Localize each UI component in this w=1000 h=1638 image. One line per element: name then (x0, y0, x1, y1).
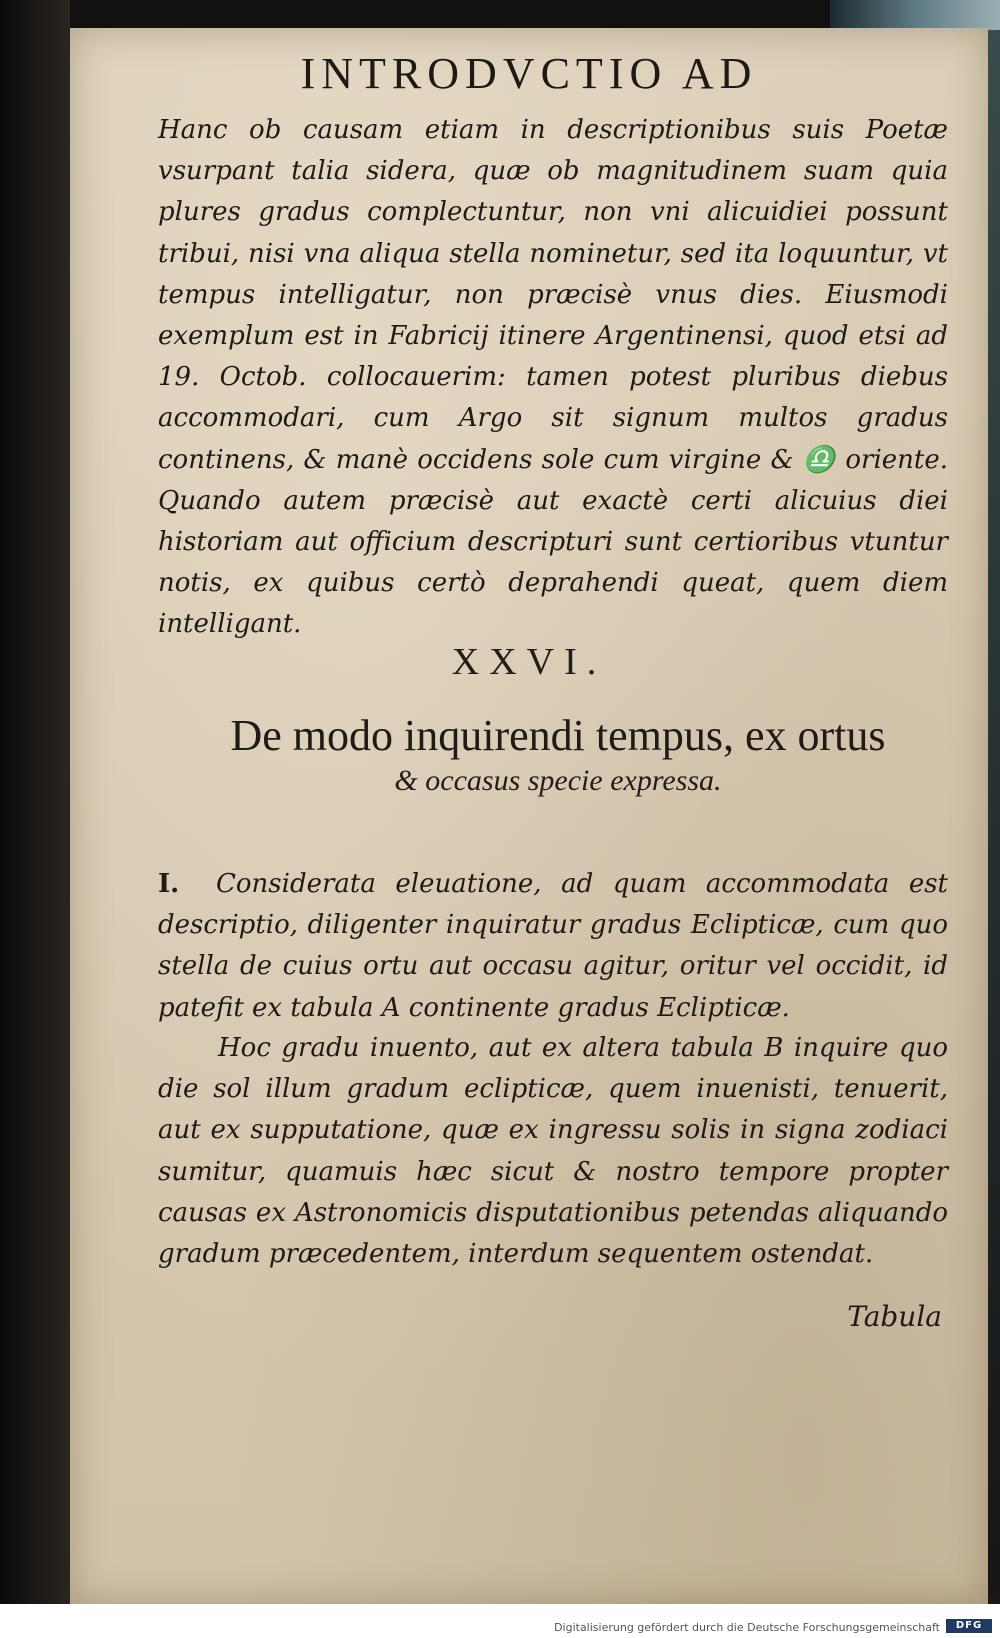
color-calibration-strip (830, 0, 1000, 30)
scan-background-left (0, 0, 70, 1638)
running-head: INTRODVCTIO AD (300, 49, 758, 98)
book-page (70, 28, 988, 1604)
chapter-number: XXVI. (451, 641, 607, 683)
catchword: Tabula (847, 1300, 942, 1333)
dfg-logo-icon: DFG (946, 1619, 992, 1633)
paragraph-2 (158, 864, 948, 1029)
chapter-title: De modo inquirendi tempus, ex ortus (230, 711, 886, 760)
paragraph-1: Hanc ob causam etiam in descriptionibus suis Poetæ vsurpant talia sidera, quæ ob magnitudinem suam quia plures gradus complectuntur, non vni alicuidiei possunt tribui, nisi vna aliqua stella nominetur, sed ita loquuntur, vt tempus intelligatur, non præcisè vnus dies. Eiusmodi exemplum est in Fabricij itinere Argentinensi, quod etsi ad 19. Octob. collocauerim: tamen potest pluribus diebus accommodari, cum Argo sit signum multos gradus continens, & manè occidens sole cum virgine & ♎ oriente. Quando autem præcisè aut exactè certi alicuius diei historiam aut officium descripturi sunt certioribus vtuntur notis, ex quibus certò deprahendi queat, quem diem intelligant. (158, 115, 948, 640)
scan-background-right (986, 30, 1000, 1590)
paragraph-3: Hoc gradu inuento, aut ex altera tabula B inquire quo die sol illum gradum eclipticæ, quem inuenisti, tenuerit, aut ex supputatione, quæ ex ingressu solis in signa zodiaci sumitur, quamuis hæc sicut & nostro tempore propter causas ex Astronomicis disputationibus petendas aliquando gradum præcedentem, interdum sequentem ostendat. (158, 1033, 948, 1270)
chapter-subtitle: & occasus specie expressa. (394, 764, 722, 797)
footer-credit: Digitalisierung gefördert durch die Deutsche Forschungsgemeinschaft (554, 1621, 940, 1634)
paragraph-2-text: Considerata eleuatione, ad quam accommodata est descriptio, diligenter inquiratur gradus Eclipticæ, cum quo stella de cuius ortu aut occasu agitur, oritur vel occidit, id patefit ex tabula A continente gradus Eclipticæ. (158, 869, 948, 1023)
paragraph-number: I. (158, 869, 180, 899)
